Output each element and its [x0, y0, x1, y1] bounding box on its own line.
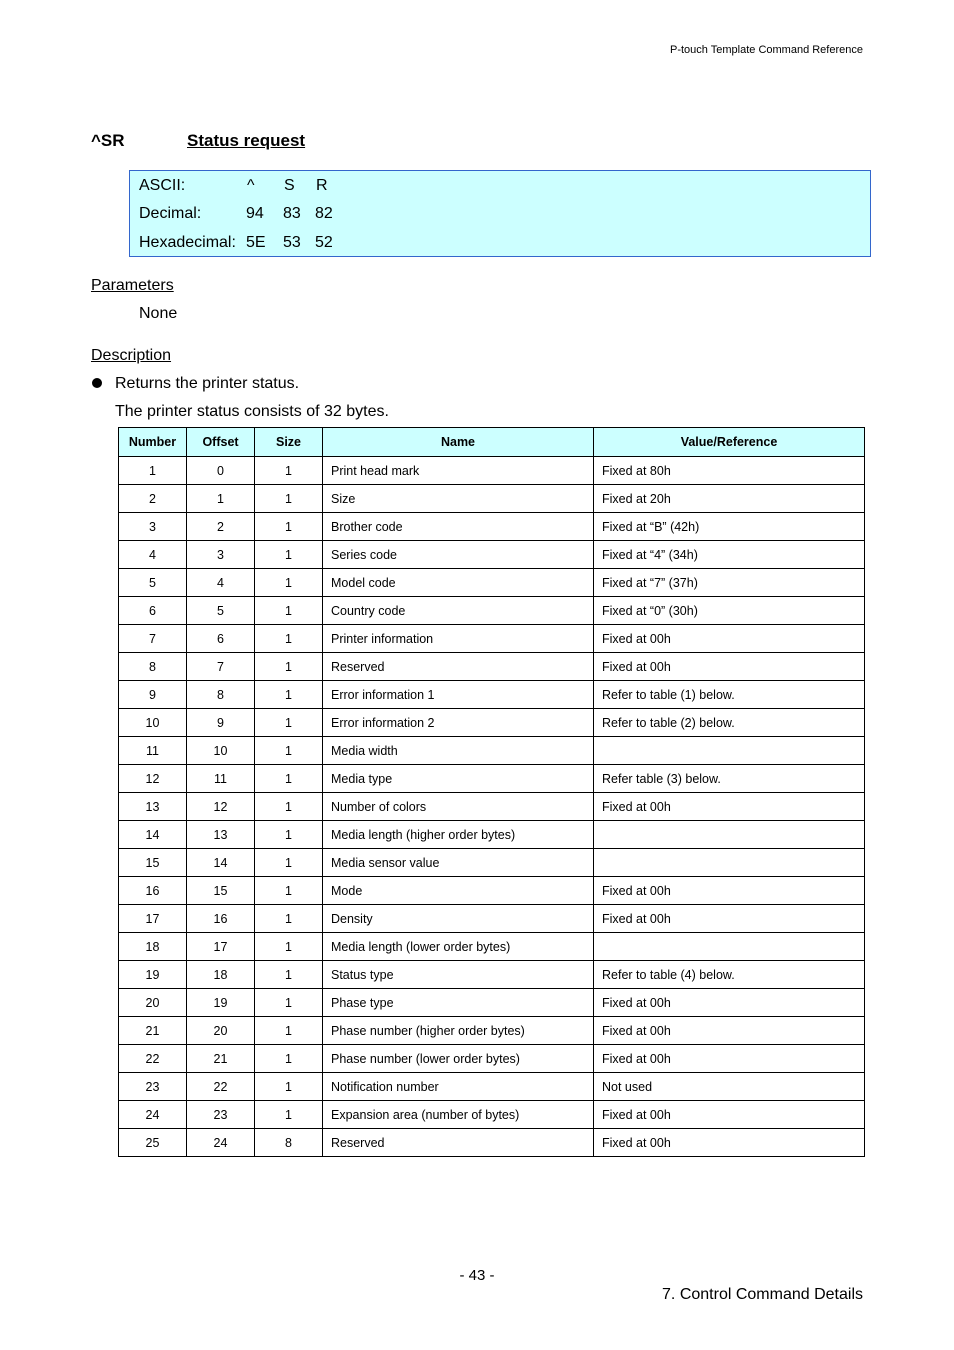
table-cell: 15 — [119, 849, 187, 877]
code-row-label: Hexadecimal: — [139, 234, 236, 251]
description-heading: Description — [91, 347, 172, 364]
table-cell: Media length (higher order bytes) — [323, 821, 594, 849]
table-cell: 24 — [187, 1129, 255, 1157]
table-cell: 1 — [255, 457, 323, 485]
table-cell: 11 — [187, 765, 255, 793]
table-cell: Media sensor value — [323, 849, 594, 877]
table-cell: Reserved — [323, 1129, 594, 1157]
table-header-row — [119, 428, 865, 457]
table-cell: Phase type — [323, 989, 594, 1017]
table-cell: Error information 1 — [323, 681, 594, 709]
table-row — [119, 737, 865, 765]
table-cell: 1 — [255, 681, 323, 709]
table-cell: Refer to table (2) below. — [594, 709, 865, 737]
table-cell — [594, 933, 865, 961]
table-cell: 1 — [255, 709, 323, 737]
table-row — [119, 541, 865, 569]
table-cell: Fixed at 20h — [594, 485, 865, 513]
table-cell: 21 — [119, 1017, 187, 1045]
column-header: Value/Reference — [594, 428, 865, 457]
table-cell: 1 — [255, 597, 323, 625]
table-cell: Fixed at “7” (37h) — [594, 569, 865, 597]
table-row — [119, 793, 865, 821]
table-row — [119, 849, 865, 877]
table-cell: 15 — [187, 877, 255, 905]
column-header: Number — [119, 428, 187, 457]
table-row — [119, 989, 865, 1017]
column-header: Size — [255, 428, 323, 457]
table-cell: 1 — [255, 849, 323, 877]
command-code-box — [129, 170, 871, 257]
table-cell: 23 — [187, 1101, 255, 1129]
column-header: Name — [323, 428, 594, 457]
command-name: Status request — [187, 131, 306, 150]
table-cell: 1 — [255, 933, 323, 961]
table-cell — [594, 821, 865, 849]
table-row — [119, 1129, 865, 1157]
table-cell: Size — [323, 485, 594, 513]
table-cell: 1 — [187, 485, 255, 513]
table-cell: 9 — [187, 709, 255, 737]
table-cell: Fixed at 00h — [594, 1017, 865, 1045]
table-row — [119, 1045, 865, 1073]
table-cell: 4 — [119, 541, 187, 569]
table-cell: Fixed at 00h — [594, 1129, 865, 1157]
table-cell: Fixed at 00h — [594, 793, 865, 821]
table-cell: 16 — [187, 905, 255, 933]
table-row — [119, 485, 865, 513]
code-row-label: Decimal: — [139, 205, 202, 222]
table-cell: 2 — [187, 513, 255, 541]
table-cell: Error information 2 — [323, 709, 594, 737]
table-cell: 1 — [255, 541, 323, 569]
code-row-label: ASCII: — [139, 177, 186, 194]
table-cell: 1 — [255, 513, 323, 541]
table-cell: 5 — [187, 597, 255, 625]
table-cell: Fixed at “4” (34h) — [594, 541, 865, 569]
table-row — [119, 597, 865, 625]
table-cell: 17 — [187, 933, 255, 961]
table-row — [119, 1017, 865, 1045]
table-row — [119, 821, 865, 849]
table-cell: Brother code — [323, 513, 594, 541]
table-cell: 8 — [119, 653, 187, 681]
table-cell: Fixed at 00h — [594, 653, 865, 681]
table-cell: 10 — [119, 709, 187, 737]
table-cell: Status type — [323, 961, 594, 989]
table-cell: Refer to table (4) below. — [594, 961, 865, 989]
table-cell: 18 — [187, 961, 255, 989]
table-cell: 1 — [255, 989, 323, 1017]
table-cell: 22 — [187, 1073, 255, 1101]
table-cell — [594, 737, 865, 765]
table-cell: 0 — [187, 457, 255, 485]
table-cell: 1 — [255, 653, 323, 681]
table-cell: 18 — [119, 933, 187, 961]
table-cell: 9 — [119, 681, 187, 709]
table-cell: 1 — [255, 1101, 323, 1129]
table-cell: 8 — [187, 681, 255, 709]
table-cell: 1 — [255, 1045, 323, 1073]
table-cell: 17 — [119, 905, 187, 933]
table-cell: Fixed at 00h — [594, 989, 865, 1017]
table-cell: 8 — [255, 1129, 323, 1157]
table-cell: 19 — [187, 989, 255, 1017]
table-cell: 1 — [255, 961, 323, 989]
code-value: ^ — [247, 177, 255, 194]
table-cell: 1 — [255, 877, 323, 905]
parameters-heading: Parameters — [91, 277, 174, 294]
table-row — [119, 653, 865, 681]
table-cell: Phase number (higher order bytes) — [323, 1017, 594, 1045]
table-cell: Reserved — [323, 653, 594, 681]
table-cell: Refer table (3) below. — [594, 765, 865, 793]
code-value: 53 — [283, 234, 301, 251]
table-row — [119, 457, 865, 485]
table-row — [119, 905, 865, 933]
table-cell: Density — [323, 905, 594, 933]
table-cell: 24 — [119, 1101, 187, 1129]
table-cell: Expansion area (number of bytes) — [323, 1101, 594, 1129]
table-cell: 21 — [187, 1045, 255, 1073]
table-row — [119, 877, 865, 905]
table-cell: 13 — [187, 821, 255, 849]
table-cell: 6 — [119, 597, 187, 625]
table-cell: Series code — [323, 541, 594, 569]
table-cell: 1 — [255, 1073, 323, 1101]
table-cell: 20 — [187, 1017, 255, 1045]
table-cell: 19 — [119, 961, 187, 989]
table-row — [119, 1101, 865, 1129]
table-cell: 11 — [119, 737, 187, 765]
table-cell: 1 — [119, 457, 187, 485]
status-table — [118, 427, 865, 1157]
table-cell: Media length (lower order bytes) — [323, 933, 594, 961]
table-cell: 13 — [119, 793, 187, 821]
table-cell: Media width — [323, 737, 594, 765]
table-cell: Fixed at “0” (30h) — [594, 597, 865, 625]
command-title — [91, 131, 305, 151]
table-cell: 7 — [187, 653, 255, 681]
table-cell: Not used — [594, 1073, 865, 1101]
table-cell: 14 — [119, 821, 187, 849]
table-cell: Phase number (lower order bytes) — [323, 1045, 594, 1073]
document-header-title: P-touch Template Command Reference — [669, 44, 863, 56]
table-cell: Model code — [323, 569, 594, 597]
table-cell: 14 — [187, 849, 255, 877]
bullet-icon — [92, 378, 102, 388]
table-cell: 7 — [119, 625, 187, 653]
table-cell: 1 — [255, 569, 323, 597]
table-cell: 1 — [255, 905, 323, 933]
table-cell: Media type — [323, 765, 594, 793]
code-value: 94 — [246, 205, 264, 222]
table-cell: 10 — [187, 737, 255, 765]
column-header: Offset — [187, 428, 255, 457]
table-cell: Fixed at 00h — [594, 1101, 865, 1129]
table-cell: 22 — [119, 1045, 187, 1073]
page-number: - 43 - — [459, 1267, 495, 1284]
table-cell: Mode — [323, 877, 594, 905]
table-cell: Country code — [323, 597, 594, 625]
table-cell: 16 — [119, 877, 187, 905]
command-code: ^SR — [91, 131, 125, 150]
table-row — [119, 625, 865, 653]
chapter-footer: 7. Control Command Details — [662, 1286, 863, 1303]
table-cell: 25 — [119, 1129, 187, 1157]
table-cell: Fixed at 00h — [594, 625, 865, 653]
table-cell: Number of colors — [323, 793, 594, 821]
table-cell: 1 — [255, 485, 323, 513]
table-row — [119, 1073, 865, 1101]
table-row — [119, 513, 865, 541]
table-cell: 1 — [255, 625, 323, 653]
table-cell: 1 — [255, 737, 323, 765]
table-cell: 3 — [119, 513, 187, 541]
description-bullet: Returns the printer status. — [115, 375, 300, 392]
code-value: 83 — [283, 205, 301, 222]
table-row — [119, 765, 865, 793]
table-cell: 4 — [187, 569, 255, 597]
table-cell: 3 — [187, 541, 255, 569]
table-cell: 1 — [255, 765, 323, 793]
parameters-text: None — [139, 305, 178, 322]
table-cell: Fixed at “B” (42h) — [594, 513, 865, 541]
table-cell: Print head mark — [323, 457, 594, 485]
table-cell: 23 — [119, 1073, 187, 1101]
table-cell: 6 — [187, 625, 255, 653]
code-value: 5E — [246, 234, 266, 251]
table-cell: Refer to table (1) below. — [594, 681, 865, 709]
table-cell — [594, 849, 865, 877]
table-cell: Fixed at 80h — [594, 457, 865, 485]
code-value: R — [316, 177, 328, 194]
table-row — [119, 961, 865, 989]
code-value: S — [284, 177, 295, 194]
table-cell: 1 — [255, 821, 323, 849]
description-note: The printer status consists of 32 bytes. — [115, 403, 389, 420]
code-value: 52 — [315, 234, 333, 251]
table-row — [119, 681, 865, 709]
table-cell: Fixed at 00h — [594, 877, 865, 905]
table-cell: 12 — [187, 793, 255, 821]
table-cell: Fixed at 00h — [594, 1045, 865, 1073]
table-cell: 5 — [119, 569, 187, 597]
table-cell: 1 — [255, 1017, 323, 1045]
table-cell: 12 — [119, 765, 187, 793]
table-cell: 2 — [119, 485, 187, 513]
code-value: 82 — [315, 205, 333, 222]
table-cell: Printer information — [323, 625, 594, 653]
table-cell: Fixed at 00h — [594, 905, 865, 933]
table-row — [119, 709, 865, 737]
table-row — [119, 569, 865, 597]
table-cell: 20 — [119, 989, 187, 1017]
table-row — [119, 933, 865, 961]
table-cell: 1 — [255, 793, 323, 821]
table-cell: Notification number — [323, 1073, 594, 1101]
